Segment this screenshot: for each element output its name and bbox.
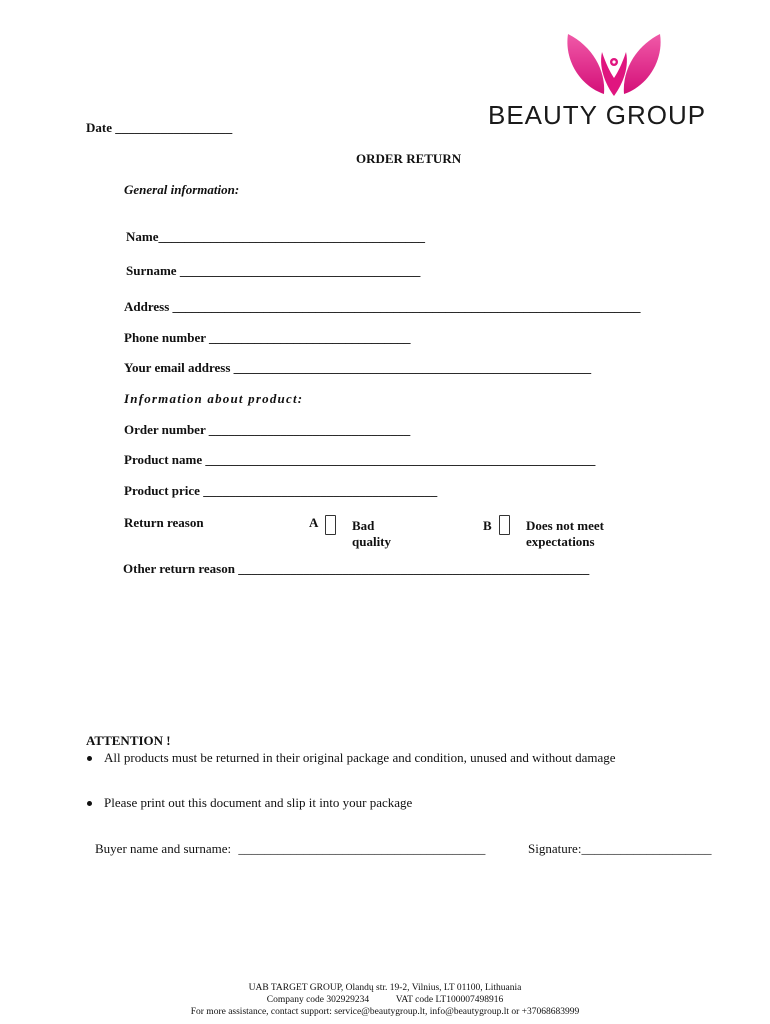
product-price-label: Product price [124, 483, 200, 498]
logo-text: BEAUTY GROUP [488, 100, 707, 130]
footer-company-code: Company code 302929234 [266, 995, 370, 1005]
footer-vat-code: VAT code LT100007498916 [395, 995, 504, 1005]
surname-field[interactable] [126, 263, 420, 279]
surname-line: _____________________________________ [179, 263, 421, 278]
phone-line: _______________________________ [209, 330, 411, 345]
lotus-icon [484, 30, 744, 100]
address-field[interactable] [124, 299, 641, 315]
option-a-text-2: quality [352, 534, 392, 549]
product-name-field[interactable] [124, 452, 595, 468]
attention-item: All products must be returned in their original package and condition, unused and without damage [104, 750, 616, 765]
signature-field[interactable] [528, 841, 711, 857]
option-a-letter: A [309, 515, 319, 530]
other-reason-line: ______________________________________________________ [238, 561, 590, 576]
date-field[interactable] [86, 120, 232, 136]
name-label: Name [126, 229, 159, 244]
option-b-text-1: Does not meet [526, 518, 604, 533]
surname-label: Surname [126, 263, 177, 278]
name-line: _________________________________________ [158, 229, 425, 244]
phone-label: Phone number [124, 330, 206, 345]
footer [0, 982, 770, 1018]
option-b-text-2: expectations [526, 534, 595, 549]
product-name-line: ____________________________________________________________ [205, 452, 596, 467]
bullet-icon [87, 756, 92, 761]
phone-field[interactable] [124, 330, 411, 346]
option-b-letter: B [483, 518, 492, 533]
order-number-label: Order number [124, 422, 206, 437]
bullet-icon [87, 801, 92, 806]
brand-logo [484, 30, 744, 134]
product-name-label: Product name [124, 452, 203, 467]
address-label: Address [124, 299, 170, 314]
product-price-line: ____________________________________ [203, 483, 438, 498]
option-b-checkbox[interactable] [499, 515, 510, 535]
footer-codes [0, 994, 770, 1006]
order-number-field[interactable] [124, 422, 410, 438]
footer-contact: For more assistance, contact support: service@beautygroup.lt, info@beautygroup.lt or +37068683999 [190, 1007, 580, 1017]
product-price-field[interactable] [124, 483, 437, 499]
buyer-label: Buyer name and surname: [95, 841, 232, 856]
footer-address: UAB TARGET GROUP, Olandų str. 19-2, Vilnius, LT 01100, Lithuania [248, 983, 522, 993]
attention-item: Please print out this document and slip it into your package [104, 795, 413, 810]
email-label: Your email address [124, 360, 231, 375]
other-reason-label: Other return reason [123, 561, 235, 576]
name-field[interactable] [126, 229, 425, 245]
other-reason-field[interactable] [123, 561, 589, 577]
option-a-text-1: Bad [352, 518, 375, 533]
signature-line: ____________________ [581, 841, 712, 856]
date-line: __________________ [115, 120, 233, 135]
signature-label: Signature: [528, 841, 582, 856]
address-line: ________________________________________________________________________ [172, 299, 641, 314]
buyer-line: ______________________________________ [238, 841, 486, 856]
option-a-checkbox[interactable] [325, 515, 336, 535]
page-title: ORDER RETURN [356, 151, 462, 166]
return-reason-label: Return reason [124, 515, 204, 530]
general-section-heading: General information: [124, 182, 240, 197]
email-field[interactable] [124, 360, 591, 376]
order-number-line: _______________________________ [208, 422, 411, 437]
buyer-field[interactable] [95, 841, 485, 857]
attention-title: ATTENTION ! [86, 733, 171, 748]
date-label: Date [86, 120, 112, 135]
product-section-heading: Information about product: [124, 391, 304, 406]
email-line: _______________________________________________________ [233, 360, 592, 375]
